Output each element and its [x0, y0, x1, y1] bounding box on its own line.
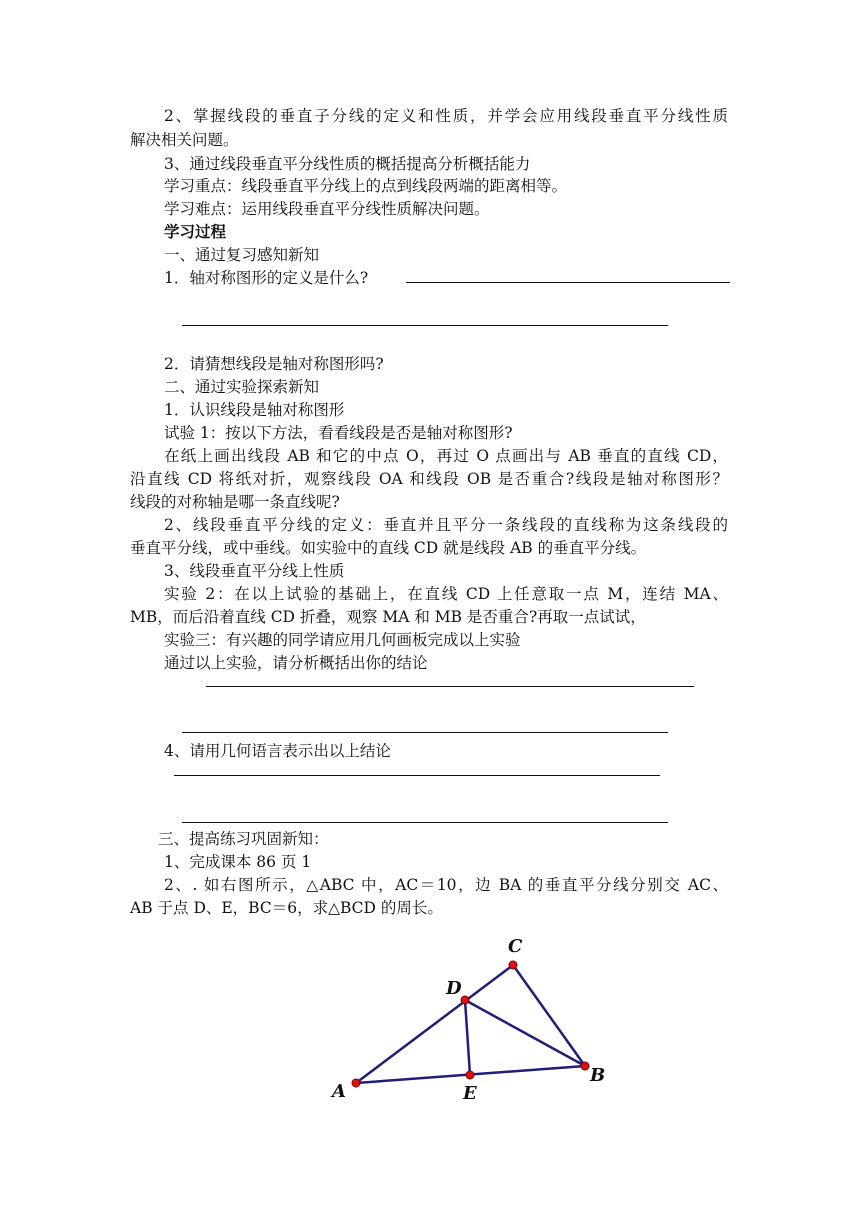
point-B [581, 1062, 589, 1070]
point-D [461, 996, 469, 1004]
definition-line1: 2、线段垂直平分线的定义：垂直并且平分一条线段的直线称为这条线段的 [164, 516, 728, 534]
difficulty: 学习难点：运用线段垂直平分线性质解决问题。 [164, 200, 490, 218]
exercise-1: 1、完成课本 86 页 1 [164, 853, 312, 871]
definition-line2: 垂直平分线，或中垂线。如实验中的直线 CD 就是线段 AB 的垂直平分线。 [130, 539, 647, 557]
exercise-2-line2: AB 于点 D、E，BC＝6，求△BCD 的周长。 [130, 899, 443, 917]
key-point: 学习重点：线段垂直平分线上的点到线段两端的距离相等。 [164, 177, 568, 195]
objective-2-line2: 解决相关问题。 [130, 131, 239, 149]
experiment-3: 实验三：有兴趣的同学请应用几何画板完成以上实验 [164, 631, 521, 649]
label-A: A [332, 1081, 346, 1102]
question-1: 1．轴对称图形的定义是什么? [164, 269, 369, 287]
point-C [509, 961, 517, 969]
part2-heading: 二、通过实验探索新知 [164, 378, 320, 396]
exercise-2-line1: 2、. 如右图所示，△ABC 中，AC＝10，边 BA 的垂直平分线分别交 AC、 [164, 876, 728, 894]
process-heading: 学习过程 [164, 222, 227, 241]
point-E [466, 1071, 474, 1079]
label-E: E [463, 1083, 477, 1104]
experiment-1-desc-line1: 在纸上画出线段 AB 和它的中点 O，再过 O 点画出与 AB 垂直的直线 CD， [164, 447, 728, 465]
subsection-3: 3、线段垂直平分线上性质 [164, 562, 345, 580]
experiment-2-line1: 实验 2：在以上试验的基础上，在直线 CD 上任意取一点 M，连结 MA、 [164, 585, 728, 603]
subsection-4: 4、请用几何语言表示出以上结论 [164, 742, 391, 760]
label-B: B [590, 1065, 606, 1086]
question-2: 2．请猜想线段是轴对称图形吗? [164, 355, 384, 373]
objective-3: 3、通过线段垂直平分线性质的概括提高分析概括能力 [164, 155, 531, 173]
experiment-1: 试验 1：按以下方法，看看线段是否是轴对称图形? [164, 424, 513, 442]
segment-AC [356, 965, 513, 1083]
segment-DB [465, 1000, 585, 1066]
subsection-1: 1．认识线段是轴对称图形 [164, 401, 345, 419]
segment-DE [465, 1000, 470, 1075]
experiment-2-line2: MB，而后沿着直线 CD 折叠，观察 MA 和 MB 是否重合?再取一点试试， [130, 608, 646, 626]
label-D: D [446, 978, 462, 999]
objective-2-line1: 2、掌握线段的垂直子分线的定义和性质，并学会应用线段垂直平分线性质 [164, 107, 728, 125]
label-C: C [508, 936, 523, 957]
segment-CB [513, 965, 585, 1066]
experiment-1-desc-line2: 沿直线 CD 将纸对折，观察线段 OA 和线段 OB 是否重合?线段是轴对称图形？ [130, 470, 728, 488]
point-A [352, 1079, 360, 1087]
part1-heading: 一、通过复习感知新知 [164, 246, 320, 264]
experiment-1-desc-line3: 线段的对称轴是哪一条直线呢? [130, 493, 340, 511]
conclusion-prompt: 通过以上实验，请分析概括出你的结论 [164, 654, 428, 672]
part3-heading: 三、提高练习巩固新知： [158, 830, 329, 848]
